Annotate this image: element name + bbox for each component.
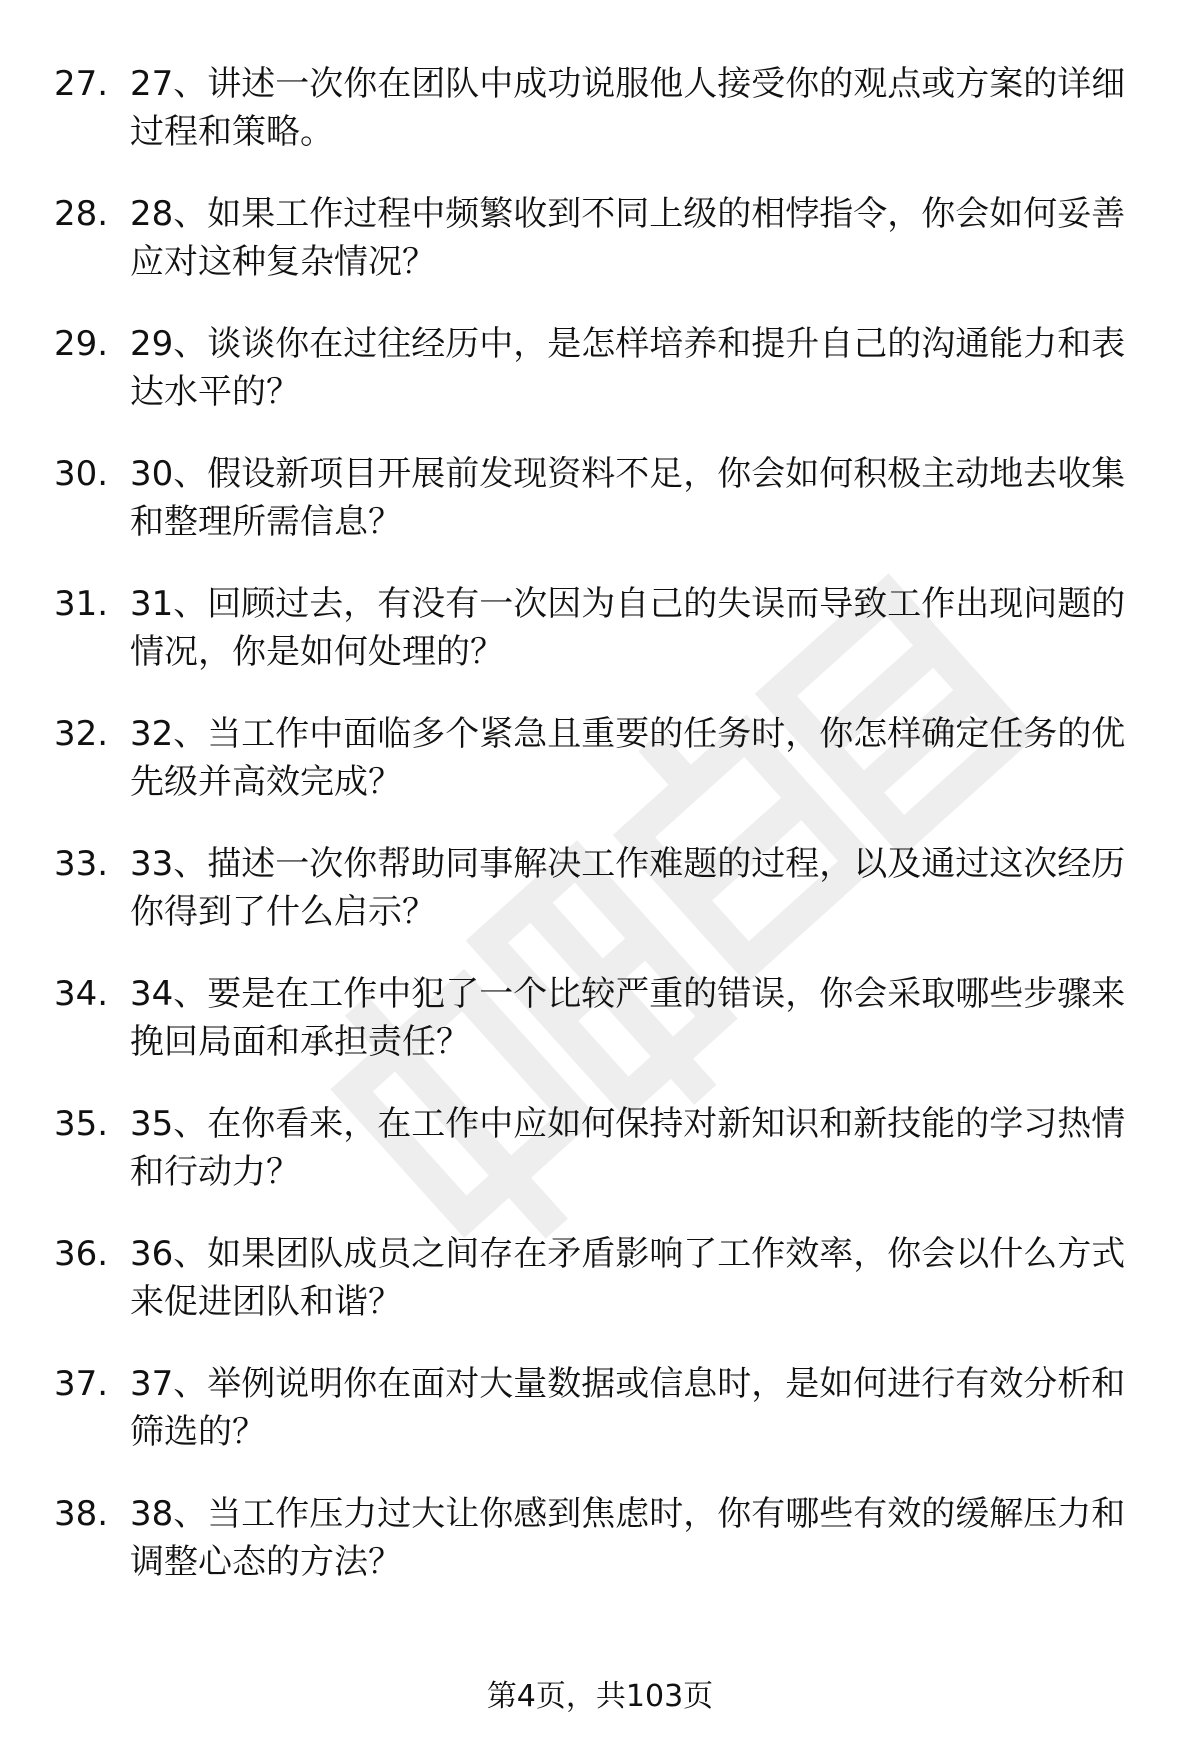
question-number: 35. (54, 1104, 109, 1144)
question-number: 38. (54, 1494, 109, 1534)
question-text: 27、讲述一次你在团队中成功说服他人接受你的观点或方案的详细过程和策略。 (130, 64, 1126, 152)
question-item (54, 1360, 1144, 1490)
question-text: 37、举例说明你在面对大量数据或信息时，是如何进行有效分析和筛选的？ (130, 1364, 1126, 1452)
question-number: 34. (54, 974, 109, 1014)
question-number: 33. (54, 844, 109, 884)
question-number: 31. (54, 584, 109, 624)
question-text: 35、在你看来，在工作中应如何保持对新知识和新技能的学习热情和行动力？ (130, 1104, 1126, 1192)
question-text: 33、描述一次你帮助同事解决工作难题的过程，以及通过这次经历你得到了什么启示？ (130, 844, 1126, 932)
question-item (54, 970, 1144, 1100)
question-text: 38、当工作压力过大让你感到焦虑时，你有哪些有效的缓解压力和调整心态的方法？ (130, 1494, 1126, 1582)
question-number: 27. (54, 64, 109, 104)
question-number: 32. (54, 714, 109, 754)
question-text: 32、当工作中面临多个紧急且重要的任务时，你怎样确定任务的优先级并高效完成？ (130, 714, 1126, 802)
question-item (54, 1490, 1144, 1620)
question-text: 34、要是在工作中犯了一个比较严重的错误，你会采取哪些步骤来挽回局面和承担责任？ (130, 974, 1126, 1062)
question-text: 36、如果团队成员之间存在矛盾影响了工作效率，你会以什么方式来促进团队和谐？ (130, 1234, 1126, 1322)
question-item (54, 320, 1144, 450)
question-item (54, 60, 1144, 190)
question-list (54, 60, 1144, 1620)
question-item (54, 1100, 1144, 1230)
question-item (54, 580, 1144, 710)
question-text: 31、回顾过去，有没有一次因为自己的失误而导致工作出现问题的情况，你是如何处理的？ (130, 584, 1126, 672)
question-text: 28、如果工作过程中频繁收到不同上级的相悖指令，你会如何妥善应对这种复杂情况？ (130, 194, 1126, 282)
question-item (54, 450, 1144, 580)
question-number: 36. (54, 1234, 109, 1274)
question-number: 30. (54, 454, 109, 494)
question-item (54, 840, 1144, 970)
question-number: 28. (54, 194, 109, 234)
question-item (54, 190, 1144, 320)
question-item (54, 1230, 1144, 1360)
question-item (54, 710, 1144, 840)
page-footer: 第4页，共103页 (486, 1679, 714, 1714)
question-number: 29. (54, 324, 109, 364)
question-text: 30、假设新项目开展前发现资料不足，你会如何积极主动地去收集和整理所需信息？ (130, 454, 1126, 542)
question-text: 29、谈谈你在过往经历中，是怎样培养和提升自己的沟通能力和表达水平的？ (130, 324, 1126, 412)
question-number: 37. (54, 1364, 109, 1404)
